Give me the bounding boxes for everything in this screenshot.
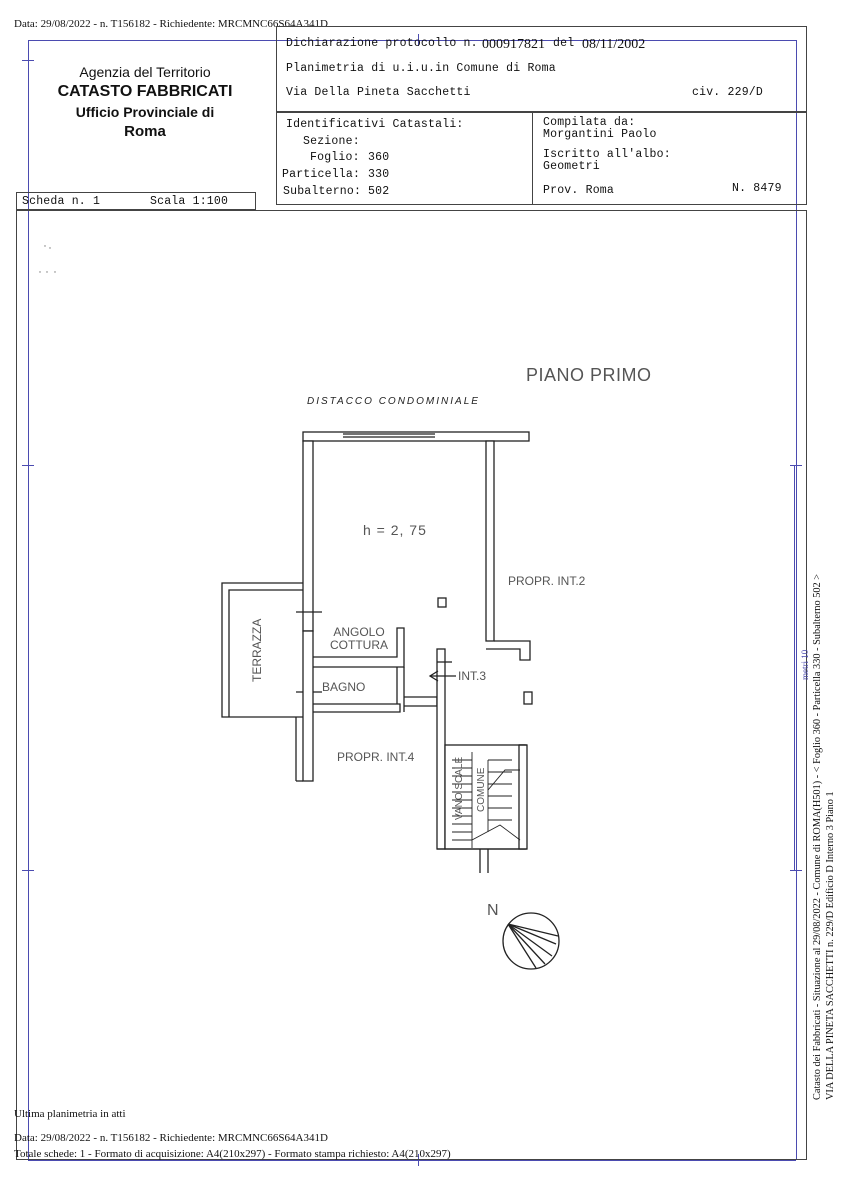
sezione-label: Sezione: — [303, 135, 360, 148]
provincia: Prov. Roma — [543, 184, 615, 197]
side-info-line1: Catasto dei Fabbricati - Situazione al 29/08/2022 - Comune di ROMA(H501) - < Foglio 360 - Particella 330 - Subalterno 502 > — [812, 573, 823, 1100]
ufficio-label: Ufficio Provinciale di — [75, 104, 215, 120]
footer-request-info: Data: 29/08/2022 - n. T156182 - Richiedente: MRCMNC66S64A341D — [14, 1132, 328, 1144]
subalterno-value: 502 — [368, 185, 390, 198]
protocol-date: 08/11/2002 — [582, 37, 646, 52]
iscritto-label: Iscritto all'albo: — [543, 148, 671, 161]
distacco-label: DISTACCO CONDOMINIALE — [307, 396, 480, 407]
bagno-label: BAGNO — [322, 680, 366, 694]
scale-stamp: metri 10 — [800, 649, 810, 680]
propr-int2-label: PROPR. INT.2 — [508, 574, 586, 588]
comune-label: COMUNE — [476, 767, 487, 812]
dichiarazione-label: Dichiarazione protocollo n. — [286, 37, 478, 50]
albo-value: Geometri — [543, 160, 600, 173]
footer-format-info: Totale schede: 1 - Formato di acquisizione: A4(210x297) - Formato stampa richiesto: A4(210x297) — [14, 1148, 451, 1160]
top-request-info: Data: 29/08/2022 - n. T156182 - Richiedente: MRCMNC66S64A341D — [14, 18, 328, 30]
angolo-line2: COTTURA — [330, 638, 388, 652]
compilata-label: Compilata da: — [543, 116, 636, 129]
agency-name: Agenzia del Territorio — [79, 64, 211, 80]
ceiling-height: h = 2, 75 — [363, 522, 427, 538]
identificativi-title: Identificativi Catastali: — [286, 118, 464, 131]
civic-number: civ. 229/D — [692, 86, 764, 99]
particella-label: Particella: — [282, 168, 361, 181]
address: Via Della Pineta Sacchetti — [286, 86, 471, 99]
foglio-label: Foglio: — [310, 151, 360, 164]
scale-bar — [794, 465, 795, 870]
subalterno-label: Subalterno: — [283, 185, 362, 198]
albo-number: N. 8479 — [732, 182, 782, 195]
terrazza-label: TERRAZZA — [250, 618, 264, 682]
angolo-cottura-label — [330, 626, 388, 652]
scheda-number: Scheda n. 1 — [22, 195, 101, 208]
int3-label: INT.3 — [458, 669, 487, 683]
vano-scale-label: VANO SCALE — [454, 756, 465, 820]
catasto-title: CATASTO FABBRICATI — [57, 83, 233, 100]
piano-label: PIANO PRIMO — [526, 365, 652, 385]
propr-int4-label: PROPR. INT.4 — [337, 750, 415, 764]
planimetria-title: Planimetria di u.i.u.in Comune di Roma — [286, 62, 556, 75]
ufficio-city: Roma — [124, 123, 166, 140]
particella-value: 330 — [368, 168, 390, 181]
north-label: N — [487, 902, 499, 919]
ultima-planimetria: Ultima planimetria in atti — [14, 1108, 126, 1120]
angolo-line1: ANGOLO — [333, 625, 385, 639]
compilata-name: Morgantini Paolo — [543, 128, 657, 141]
protocol-number: 000917821 — [482, 37, 545, 52]
foglio-value: 360 — [368, 151, 390, 164]
del-label: del — [553, 37, 575, 50]
scala: Scala 1:100 — [150, 195, 229, 208]
side-info-line2: VIA DELLA PINETA SACCHETTI n. 229/D Edificio D Interno 3 Piano 1 — [825, 791, 836, 1100]
